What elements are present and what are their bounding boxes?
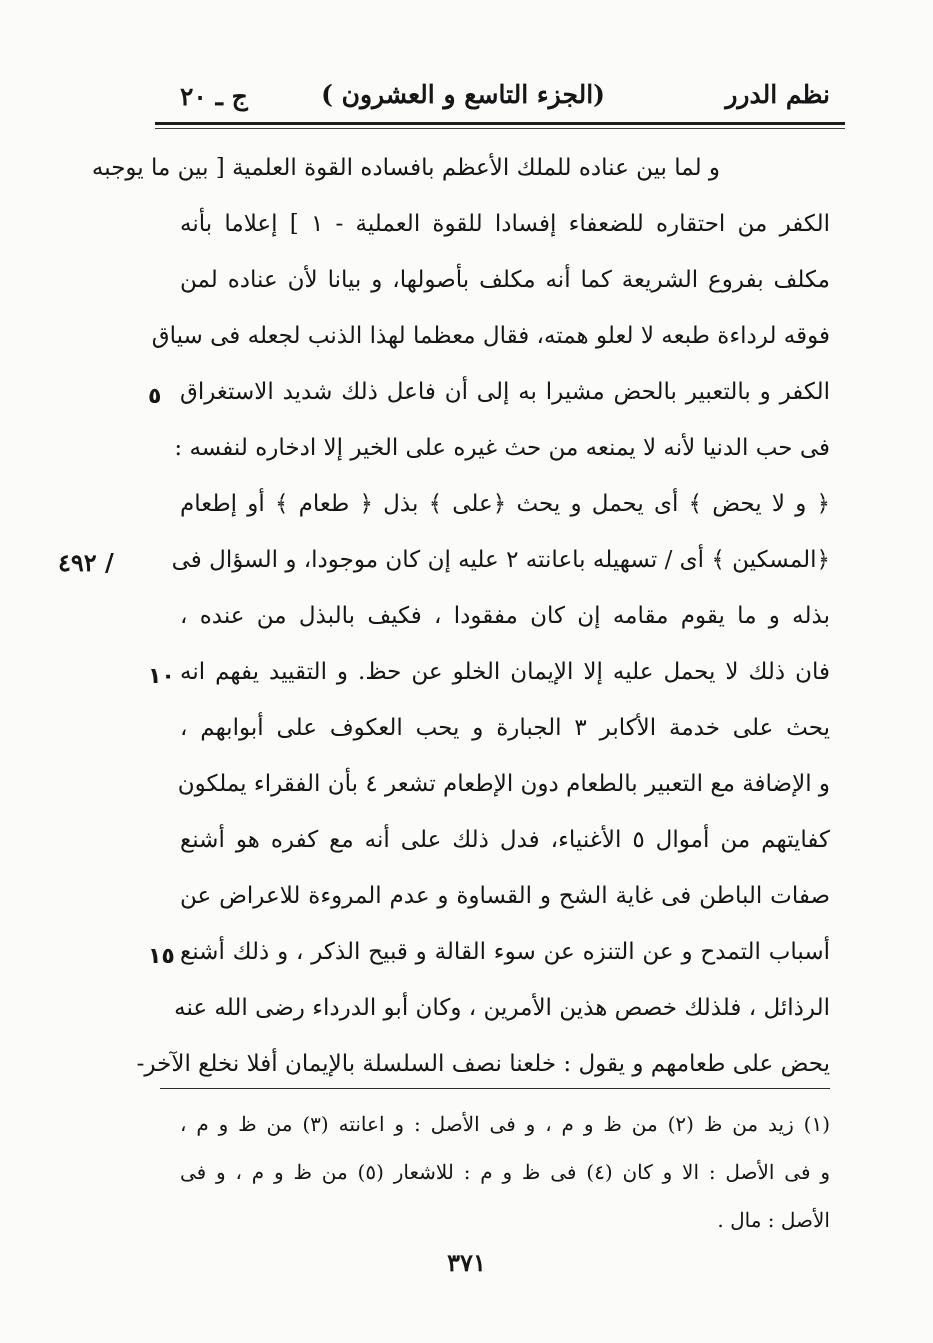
text-line: الكفر من احتقاره للضعفاء إفسادا للقوة العملية - ١ ] إعلاما بأنه <box>180 211 830 237</box>
line-number-15: ١٥ <box>148 944 175 969</box>
text-line: كفايتهم من أموال ٥ الأغنياء، فدل ذلك على أنه مع كفره هو أشنع <box>180 827 831 853</box>
book-title: نظم الدرر <box>725 80 830 109</box>
footnotes <box>180 1100 830 1244</box>
text-line: الكفر و بالتعبير بالحض مشيرا به إلى أن فاعل ذلك شديد الاستغراق <box>180 379 830 405</box>
line-number-5: ٥ <box>148 384 162 409</box>
part-title: (الجزء التاسع و العشرون ) <box>321 80 605 109</box>
text-line: فوقه لرداءة طبعه لا لعلو همته، فقال معظما لهذا الذنب لجعله فى سياق <box>151 323 830 349</box>
text-line: فى حب الدنيا لأنه لا يمنعه من حث غيره على الخير إلا ادخاره لنفسه : <box>174 435 830 461</box>
footnote-line: الأصل : مال . <box>717 1208 830 1232</box>
text-line: مكلف بفروع الشريعة كما أنه مكلف بأصولها، و بيانا لأن عناده لمن <box>180 267 830 293</box>
page-number: ٣٧١ <box>447 1248 486 1277</box>
footnote-line: و فى الأصل : الا و كان (٤) فى ظ و م : للاشعار (٥) من ظ و م ، و فى <box>180 1160 830 1184</box>
header-rule-thin <box>155 128 845 129</box>
footnote-line: (١) زيد من ظ (٢) من ظ و م ، و فى الأصل : و اعانته (٣) من ظ و م ، <box>180 1112 830 1136</box>
header-rule-thick <box>155 122 845 125</box>
text-line: يحث على خدمة الأكابر ٣ الجبارة و يحب العكوف على أبوابهم ، <box>180 715 830 741</box>
running-header <box>150 70 840 124</box>
text-line: و لما بين عناده للملك الأعظم بافساده القوة العلمية [ بين ما يوجبه <box>91 155 720 181</box>
volume-number: ج ـ ٢٠ <box>180 82 248 111</box>
text-line: بذله و ما يقوم مقامه إن كان مفقودا ، فكيف بالبذل من عنده ، <box>180 603 830 629</box>
text-line: فان ذلك لا يحمل عليه إلا الإيمان الخلو عن حظ. و التقييد يفهم انه <box>180 659 830 685</box>
text-line: صفات الباطن فى غاية الشح و القساوة و عدم المروءة للاعراض عن <box>180 883 830 909</box>
footnote-separator <box>160 1088 830 1089</box>
line-number-10: ١٠ <box>148 664 175 689</box>
text-line: يحض على طعامهم و يقول : خلعنا نصف السلسلة بالإيمان أفلا نخلع الآخر- <box>136 1051 830 1077</box>
text-line: ﴿ و لا يحض ﴾ أى يحمل و يحث ﴿على ﴾ بذل ﴿ طعام ﴾ أو إطعام <box>180 491 830 517</box>
text-line: و الإضافة مع التعبير بالطعام دون الإطعام تشعر ٤ بأن الفقراء يملكون <box>177 771 830 797</box>
manuscript-folio-reference: / ٤٩٢ <box>58 548 114 577</box>
text-line: ﴿المسكين ﴾ أى / تسهيله باعانته ٢ عليه إن كان موجودا، و السؤال فى <box>171 547 830 573</box>
text-line: الرذائل ، فلذلك خصص هذين الأمرين ، وكان أبو الدرداء رضى الله عنه <box>174 995 830 1021</box>
text-line: أسباب التمدح و عن التنزه عن سوء القالة و قبيح الذكر ، و ذلك أشنع <box>180 939 830 965</box>
